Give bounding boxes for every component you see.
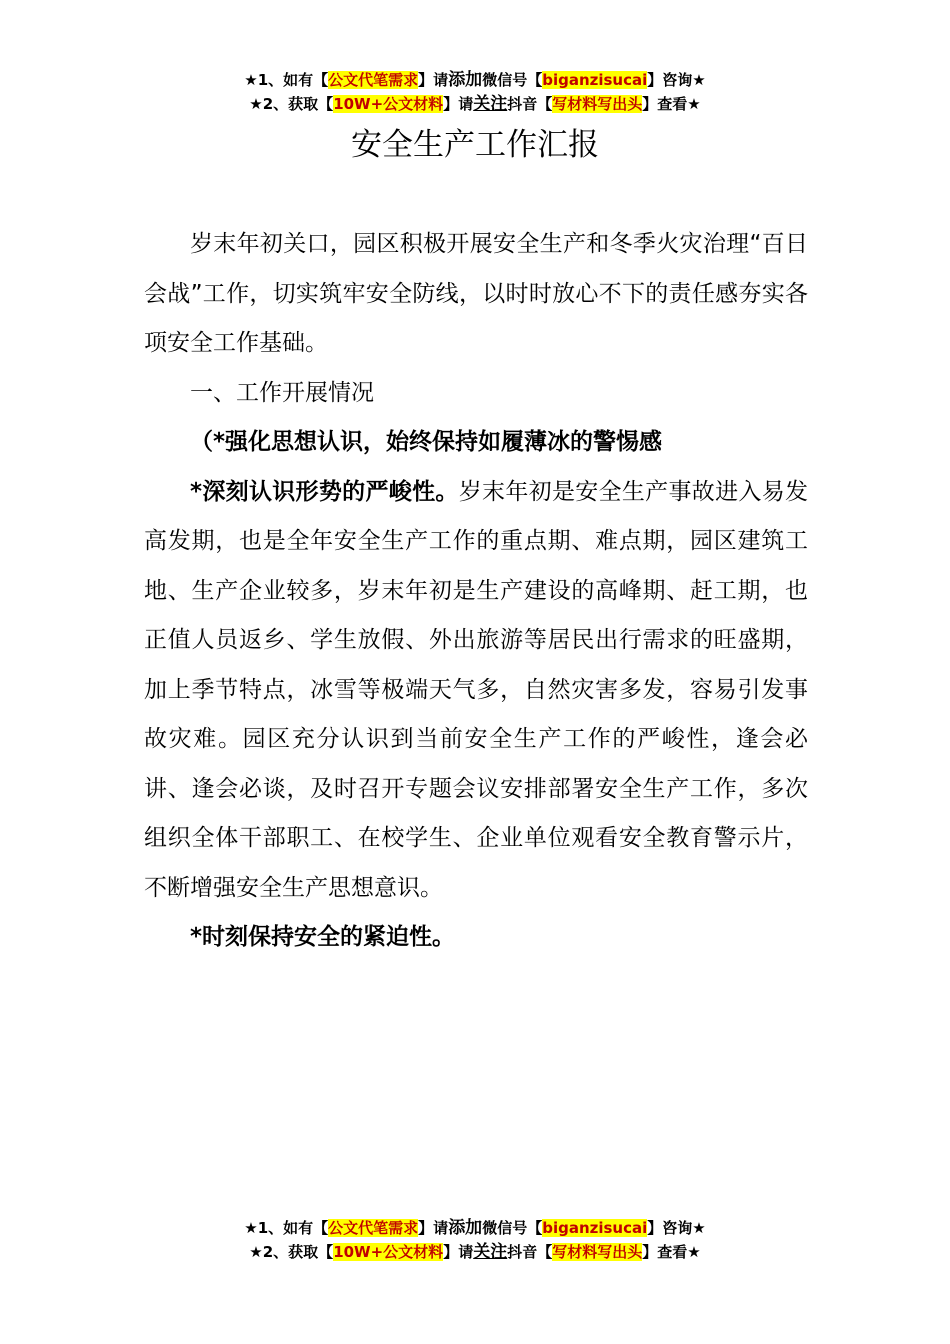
promo-text: 】请 <box>418 71 449 89</box>
paragraph-lead: *深刻认识形势的严峻性。 <box>190 478 459 505</box>
promo-highlight: 10W+公文材料 <box>333 95 444 113</box>
promo-text: 】请 <box>443 95 474 113</box>
promo-text: 】请 <box>418 1219 449 1237</box>
promo-text: 】咨询★ <box>647 1219 706 1237</box>
subsection-heading: （*强化思想认识，始终保持如履薄冰的警惕感 <box>190 429 663 455</box>
document-body <box>144 220 808 963</box>
promo-text: ★1、如有【 <box>244 71 329 89</box>
promo-text: 】查看★ <box>642 95 701 113</box>
promo-highlight: 10W+公文材料 <box>333 1243 444 1261</box>
promo-highlight: biganzisucai <box>542 1219 648 1237</box>
promo-text: 】查看★ <box>642 1243 701 1261</box>
promo-emphasis: 关注 <box>473 1242 508 1262</box>
promo-text: ★2、获取【 <box>249 95 334 113</box>
body-paragraph <box>144 913 808 963</box>
section-heading: 一、工作开展情况 <box>190 379 374 406</box>
promo-highlight: 公文代笔需求 <box>328 71 419 89</box>
body-paragraph <box>144 468 808 914</box>
top-promo-banner <box>0 68 950 116</box>
intro-paragraph: 岁末年初关口，园区积极开展安全生产和冬季火灾治理“百日会战”工作，切实筑牢安全防线，以时时放心不下的责任感夯实各项安全工作基础。 <box>144 231 808 356</box>
promo-text: 抖音【 <box>507 1243 553 1261</box>
promo-emphasis: 关注 <box>473 94 508 114</box>
promo-text: 】请 <box>443 1243 474 1261</box>
document-title: 安全生产工作汇报 <box>351 127 599 163</box>
promo-text: ★2、获取【 <box>249 1243 334 1261</box>
promo-line-1 <box>0 1216 950 1240</box>
paragraph-lead: *时刻保持安全的紧迫性。 <box>190 924 456 950</box>
promo-emphasis: 添加 <box>448 70 483 90</box>
promo-line-2 <box>0 1240 950 1264</box>
promo-text: 抖音【 <box>507 95 553 113</box>
promo-text: ★1、如有【 <box>244 1219 329 1237</box>
promo-emphasis: 添加 <box>448 1218 483 1238</box>
promo-highlight: biganzisucai <box>542 71 648 89</box>
promo-text: 微信号【 <box>482 1219 543 1237</box>
bottom-promo-banner <box>0 1216 950 1264</box>
promo-line-1 <box>0 68 950 92</box>
promo-text: 微信号【 <box>482 71 543 89</box>
paragraph-body: 岁末年初是安全生产事故进入易发高发期，也是全年安全生产工作的重点期、难点期，园区建筑工地、生产企业较多，岁末年初是生产建设的高峰期、赶工期，也正值人员返乡、学生放假、外出旅游等居民出行需求的旺盛期，加上季节特点，冰雪等极端天气多，自然灾害多发，容易引发事故灾难。园区充分认识到当前安全生产工作的严峻性，逢会必讲、逢会必谈，及时召开专题会议安排部署安全生产工作，多次组织全体干部职工、在校学生、企业单位观看安全教育警示片，不断增强安全生产思想意识。 <box>144 478 809 901</box>
promo-highlight: 公文代笔需求 <box>328 1219 419 1237</box>
promo-highlight: 写材料写出头 <box>552 1243 643 1261</box>
promo-line-2 <box>0 92 950 116</box>
promo-text: 】咨询★ <box>647 71 706 89</box>
promo-highlight: 写材料写出头 <box>552 95 643 113</box>
